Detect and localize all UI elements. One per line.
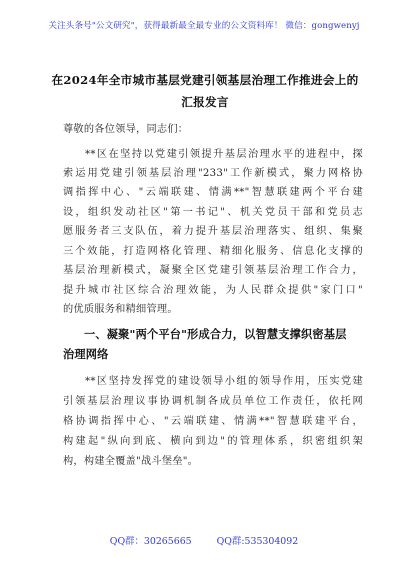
intro-line: **区在坚持以党建引领提升基层治理水平的进程中，探 xyxy=(85,149,363,160)
document-title-line-2: 汇报发言 xyxy=(181,95,229,109)
intro-line: 三个效能，打造网格化管理、精细化服务、信息化支撑的 xyxy=(63,246,363,257)
section-line: 构，构建全覆盖"战斗堡垒"。 xyxy=(63,456,199,467)
promo-banner: 关注头条号"公文研究"，获得最新最全最专业的公文资料库！ 微信：gongwenyj xyxy=(48,21,360,31)
intro-line: 的优质服务和精细管理。 xyxy=(63,304,178,315)
intro-line: 调指挥中心、"云端联建、情满**"智慧联建两个平台建 xyxy=(63,187,363,198)
intro-line: 索运用党建引领基层治理"233"工作新模式，聚力网格协 xyxy=(63,168,363,179)
section-line: 格协调指挥中心、"云端联建、情满**"智慧联建平台， xyxy=(63,416,363,427)
section-heading-line-1: 一、凝聚"两个平台"形成合力，以智慧支撑织密基层 xyxy=(84,327,347,341)
salutation: 尊敬的各位领导，同志们： xyxy=(63,124,189,135)
footer-contact xyxy=(0,533,408,547)
footer-qq-group-1: QQ群：30265665 xyxy=(109,536,192,547)
document-title-line-1: 在2024年全市城市基层党建引领基层治理工作推进会上的 xyxy=(51,73,359,87)
intro-line: 基层治理新模式，凝聚全区党建引领基层治理工作合力， xyxy=(63,265,363,276)
footer-qq-group-2: QQ群:535304092 xyxy=(216,536,299,547)
section-line: 引领基层治理议事协调机制各成员单位工作责任，依托网 xyxy=(63,396,363,407)
section-heading-line-2: 治理网络 xyxy=(63,347,109,361)
section-line: **区坚持发挥党的建设领导小组的领导作用，压实党建 xyxy=(85,376,363,387)
section-line: 构建起"纵向到底、横向到边"的管理体系，织密组织架 xyxy=(63,436,363,447)
intro-line: 设，组织发动社区"第一书记"、机关党员干部和党员志 xyxy=(63,207,363,218)
intro-line: 提升城市社区综合治理效能，为人民群众提供"家门口" xyxy=(63,285,363,296)
intro-line: 愿服务者三支队伍，着力提升基层治理落实、组织、集聚 xyxy=(63,226,363,237)
